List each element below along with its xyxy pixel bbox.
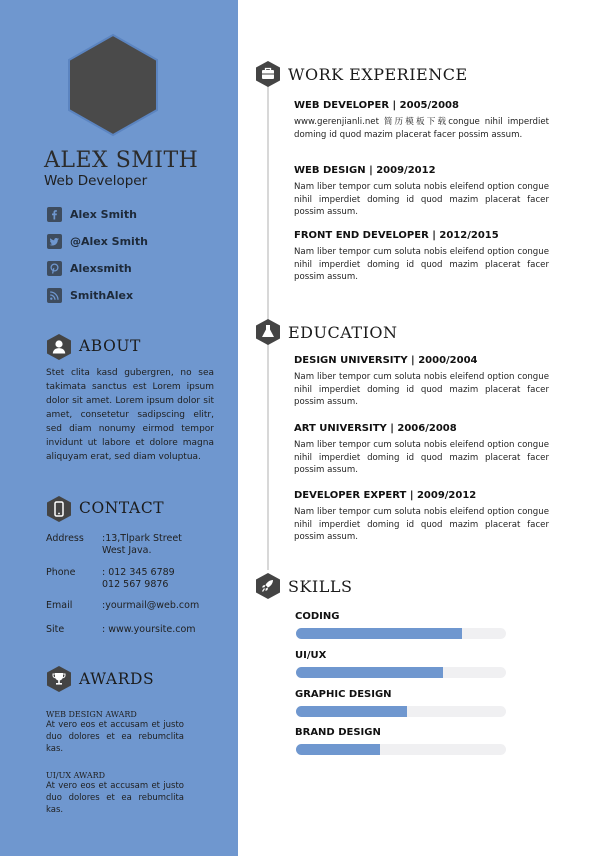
work-entry-title: WEB DESIGN | 2009/2012 — [294, 165, 436, 176]
address-label: Address — [46, 533, 84, 544]
user-icon — [46, 333, 72, 361]
skill-bar-fill — [296, 744, 380, 755]
about-text: Stet clita kasd gubergren, no sea takimata sanctus est Lorem ipsum dolor sit amet. Lorem ipsum dolor sit amet, consetetur sadipscing elitr, sed diam nonumy eirmod tempor invidunt ut labore et dolore magna aliquyam erat, sed diam voluptua. — [46, 368, 214, 462]
address-line2: West Java. — [102, 545, 152, 556]
work-entry-title: FRONT END DEVELOPER | 2012/2015 — [294, 230, 499, 241]
skill-bar-fill — [296, 706, 407, 717]
skill-bar-fill — [296, 667, 443, 678]
mobile-phone-icon — [46, 495, 72, 523]
skill-bar-track — [296, 706, 506, 717]
skill-bar-fill — [296, 628, 462, 639]
education-entry-title: DEVELOPER EXPERT | 2009/2012 — [294, 490, 477, 501]
social-twitter-label: @Alex Smith — [70, 235, 148, 248]
skill-bar-track — [296, 744, 506, 755]
contact-site[interactable] — [46, 624, 196, 635]
education-entry-title: ART UNIVERSITY | 2006/2008 — [294, 423, 457, 434]
address-line1: :13,Tlpark Street — [102, 533, 182, 544]
phone-line2: 012 567 9876 — [102, 579, 169, 590]
contact-phone — [46, 567, 175, 578]
work-entry-text: Nam liber tempor cum soluta nobis eleifend option congue nihil imperdiet doming id quod mazim placerat facer possim assum. — [294, 247, 549, 282]
education-entry-text: Nam liber tempor cum soluta nobis eleifend option congue nihil imperdiet doming id quod mazim placerat facer possim assum. — [294, 372, 549, 407]
contact-heading: CONTACT — [79, 499, 165, 517]
skill-label: UI/UX — [295, 650, 327, 661]
skills-heading: SKILLS — [288, 577, 353, 596]
twitter-icon — [47, 234, 62, 249]
social-twitter[interactable] — [47, 234, 227, 249]
about-heading: ABOUT — [79, 337, 141, 355]
contact-email[interactable] — [46, 600, 199, 611]
phone-line1: : 012 345 6789 — [102, 567, 175, 578]
skill-label: GRAPHIC DESIGN — [295, 689, 392, 700]
work-entry-text: www.gerenjianli.net 简历模板下载congue nihil imperdiet doming id quod mazim placerat facer possim assum. — [294, 117, 549, 140]
awards-heading: AWARDS — [79, 670, 155, 688]
pinterest-icon — [47, 261, 62, 276]
education-entry-text: Nam liber tempor cum soluta nobis eleifend option congue nihil imperdiet doming id quod mazim placerat facer possim assum. — [294, 507, 549, 542]
education-heading: EDUCATION — [288, 323, 398, 342]
avatar-hexagon — [66, 33, 160, 137]
skill-bar-track — [296, 667, 506, 678]
work-entry-text: Nam liber tempor cum soluta nobis eleifend option congue nihil imperdiet doming id quod mazim placerat facer possim assum. — [294, 182, 549, 217]
flask-icon — [255, 318, 281, 346]
award-title: WEB DESIGN AWARD — [46, 710, 137, 719]
skill-bar-track — [296, 628, 506, 639]
site-value[interactable]: : www.yoursite.com — [102, 624, 196, 635]
contact-address — [46, 533, 182, 544]
email-value[interactable]: :yourmail@web.com — [102, 600, 200, 611]
social-rss[interactable] — [47, 288, 227, 303]
email-label: Email — [46, 600, 73, 611]
award-text: At vero eos et accusam et justo duo dolores et ea rebumclita kas. — [46, 720, 184, 754]
education-entry-title: DESIGN UNIVERSITY | 2000/2004 — [294, 355, 478, 366]
social-facebook-label: Alex Smith — [70, 208, 137, 221]
social-rss-label: SmithAlex — [70, 289, 134, 302]
social-pinterest-label: Alexsmith — [70, 262, 132, 275]
profile-role: Web Developer — [44, 173, 148, 189]
work-heading: WORK EXPERIENCE — [288, 65, 468, 84]
skill-label: BRAND DESIGN — [295, 727, 381, 738]
social-pinterest[interactable] — [47, 261, 227, 276]
facebook-icon — [47, 207, 62, 222]
phone-label: Phone — [46, 567, 76, 578]
social-facebook[interactable] — [47, 207, 227, 222]
award-title: UI/UX AWARD — [46, 771, 106, 780]
profile-name: ALEX SMITH — [44, 148, 199, 173]
award-text: At vero eos et accusam et justo duo dolores et ea rebumclita kas. — [46, 781, 184, 815]
education-entry-text: Nam liber tempor cum soluta nobis eleifend option congue nihil imperdiet doming id quod mazim placerat facer possim assum. — [294, 440, 549, 475]
work-entry-title: WEB DEVELOPER | 2005/2008 — [294, 100, 459, 111]
rss-icon — [47, 288, 62, 303]
briefcase-icon — [255, 60, 281, 88]
rocket-icon — [255, 572, 281, 600]
skill-label: CODING — [295, 611, 340, 622]
trophy-icon — [46, 665, 72, 693]
site-label: Site — [46, 624, 65, 635]
